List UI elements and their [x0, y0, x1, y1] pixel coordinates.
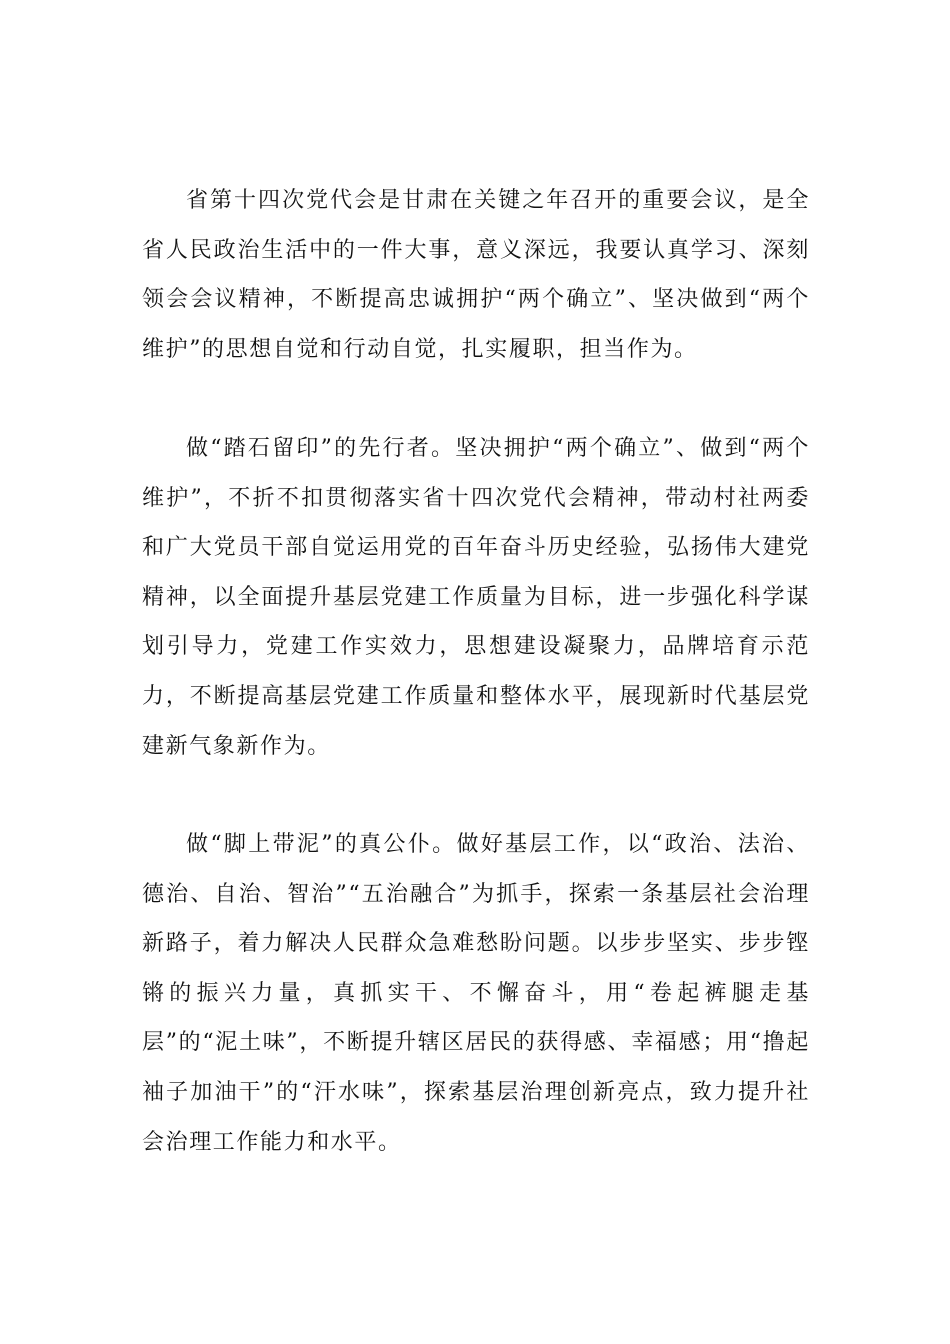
paragraph-intro: 省第十四次党代会是甘肃在关键之年召开的重要会议，是全省人民政治生活中的一件大事，意义深远，我要认真学习、深刻领会会议精神，不断提高忠诚拥护“两个确立”、坚决做到“两个维护”的思想自觉和行动自觉，扎实履职，担当作为。	[142, 188, 810, 362]
paragraph-pioneer: 做“踏石留印”的先行者。坚决拥护“两个确立”、做到“两个维护”，不折不扣贯彻落实省十四次党代会精神，带动村社两委和广大党员干部自觉运用党的百年奋斗历史经验，弘扬伟大建党精神，以全面提升基层党建工作质量为目标，进一步强化科学谋划引导力，党建工作实效力，思想建设凝聚力，品牌培育示范力，不断提高基层党建工作质量和整体水平，展现新时代基层党建新气象新作为。	[142, 436, 810, 759]
paragraph-public-servant: 做“脚上带泥”的真公仆。做好基层工作，以“政治、法治、德治、自治、智治”“五治融合”为抓手，探索一条基层社会治理新路子，着力解决人民群众急难愁盼问题。以步步坚实、步步铿锵的振兴力量，真抓实干、不懈奋斗，用“卷起裤腿走基层”的“泥土味”，不断提升辖区居民的获得感、幸福感；用“撸起袖子加油干”的“汗水味”，探索基层治理创新亮点，致力提升社会治理工作能力和水平。	[142, 832, 810, 1155]
